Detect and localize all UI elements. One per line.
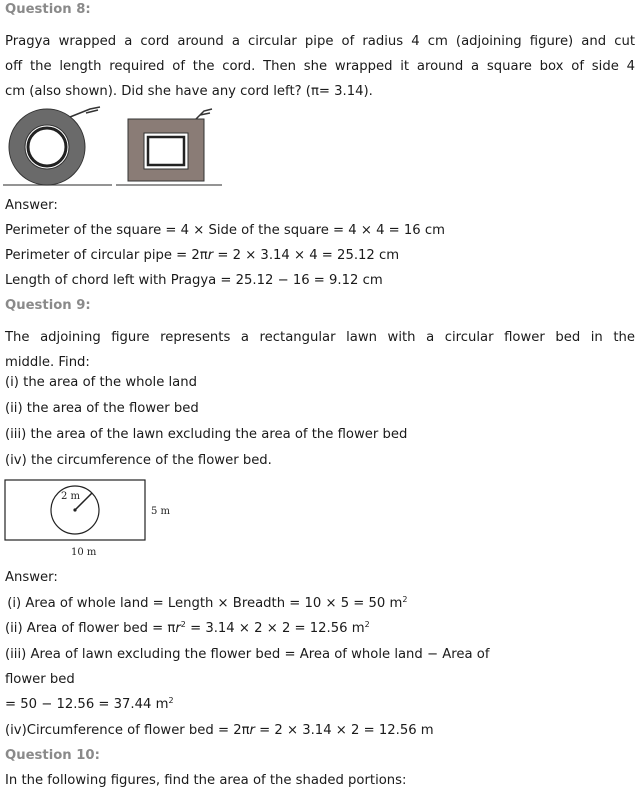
question-10-title: Question 10: bbox=[5, 748, 100, 763]
width-label: 10 m bbox=[71, 547, 97, 558]
question-9-answer-5: (iv)Circumference of flower bed = 2πr = 2 × 3.14 × 2 = 12.56 m bbox=[5, 723, 434, 738]
question-9-item-2: (ii) the area of the flower bed bbox=[5, 401, 199, 416]
question-9-item-1: (i) the area of the whole land bbox=[5, 375, 197, 390]
radius-label: 2 m bbox=[61, 491, 81, 502]
height-label: 5 m bbox=[151, 506, 171, 517]
lawn-figure bbox=[0, 476, 200, 562]
pipe-cord-end bbox=[70, 107, 100, 117]
question-10-text: In the following figures, find the area of the shaded portions: bbox=[5, 773, 407, 788]
question-8-text-line-3: cm (also shown). Did she have any cord left? (π= 3.14). bbox=[5, 84, 373, 99]
question-9-answer-3-line-1: (iii) Area of lawn excluding the flower bed = Area of whole land − Area of bbox=[5, 647, 490, 662]
question-9-item-4: (iv) the circumference of the flower bed. bbox=[5, 453, 272, 468]
question-9-answer-3-line-2: flower bed bbox=[5, 672, 75, 687]
question-9-answer-2: (ii) Area of flower bed = $\pi r^2 = 3.14 \times 2 \times 2 = 12.56$ $m^2$ bbox=[5, 620, 370, 636]
question-9-text-line-1: The adjoining figure represents a rectangular lawn with a circular flower bed in the bbox=[5, 330, 635, 345]
question-9-answer-1: (i) Area of whole land = Length × Breadth = 10 × 5 = 50 $m^2$ bbox=[3, 595, 408, 611]
question-8-text bbox=[5, 29, 635, 104]
box-cord-end bbox=[196, 109, 212, 119]
question-8-answer-2: Perimeter of circular pipe = 2πr = 2 × 3.14 × 4 = 25.12 cm bbox=[5, 248, 400, 263]
pipe-and-box-figure bbox=[0, 105, 240, 189]
box-inner bbox=[144, 133, 188, 169]
question-9-answer-4: = 50 − 12.56 = 37.44 $m^2$ bbox=[5, 696, 174, 712]
question-8-answer-label: Answer: bbox=[5, 198, 58, 213]
question-9-text-line-2: middle. Find: bbox=[5, 355, 90, 370]
question-8-text-line-1: Pragya wrapped a cord around a circular pipe of radius 4 cm (adjoining figure) and cut bbox=[5, 34, 635, 49]
question-9-title: Question 9: bbox=[5, 298, 91, 313]
question-8-answer-1: Perimeter of the square = 4 × Side of the square = 4 × 4 = 16 cm bbox=[5, 223, 445, 238]
question-9-item-3: (iii) the area of the lawn excluding the area of the flower bed bbox=[5, 427, 408, 442]
question-9-answer-label: Answer: bbox=[5, 570, 58, 585]
question-9-text bbox=[5, 325, 635, 375]
pipe-inner-edge bbox=[25, 125, 69, 169]
question-8-answer-3: Length of chord left with Pragya = 25.12 − 16 = 9.12 cm bbox=[5, 273, 383, 288]
question-8-text-line-2: off the length required of the cord. Then she wrapped it around a square box of side 4 bbox=[5, 59, 635, 74]
question-8-title: Question 8: bbox=[5, 2, 91, 17]
